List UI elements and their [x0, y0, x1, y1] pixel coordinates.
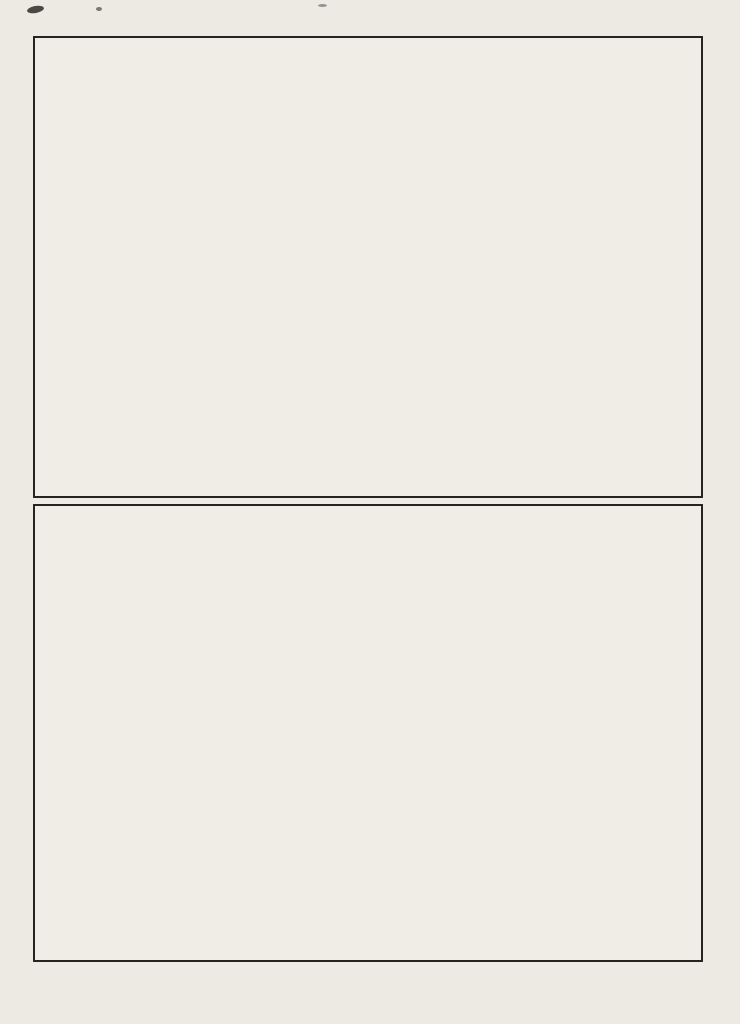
roster-table-bottom	[33, 504, 703, 962]
scan-artifact	[96, 7, 102, 11]
scan-artifact	[318, 4, 327, 7]
roster-table-top	[33, 36, 703, 498]
scan-artifact	[27, 5, 45, 15]
